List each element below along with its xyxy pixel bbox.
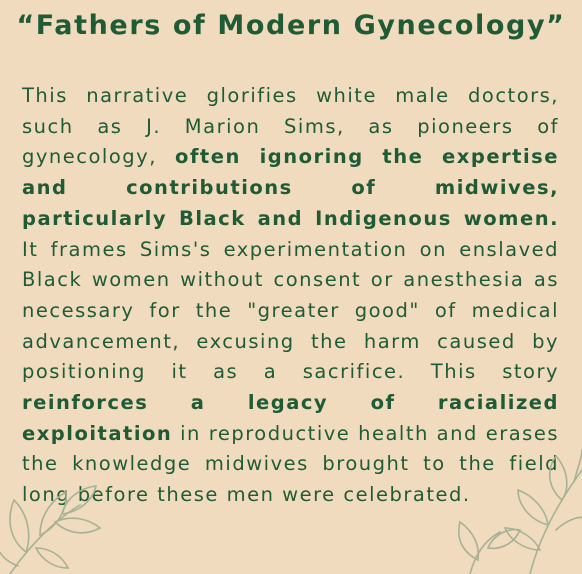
emphasis-midwives: often ignoring the expertise and contributions of midwives, particularly Black and Indigenous women. [22, 145, 559, 230]
text-segment: It frames Sims's experimentation on enslaved Black women without consent or anesthesia as necessary for the "greater good" of medical advancement, excusing the harm caused by positioning it as a sacrifice. This story [22, 237, 559, 384]
text-segment: in reproductive health and erases the knowledge midwives brought to the field long before these men were celebrated. [22, 421, 559, 507]
narrative-paragraph [22, 81, 559, 511]
text-segment: This narrative glorifies white male doctors, such as J. Marion Sims, as pioneers of gynecology, [22, 84, 559, 169]
page-title: “Fathers of Modern Gynecology” [16, 10, 566, 41]
emphasis-exploitation: reinforces a legacy of racialized exploitation [22, 391, 559, 445]
